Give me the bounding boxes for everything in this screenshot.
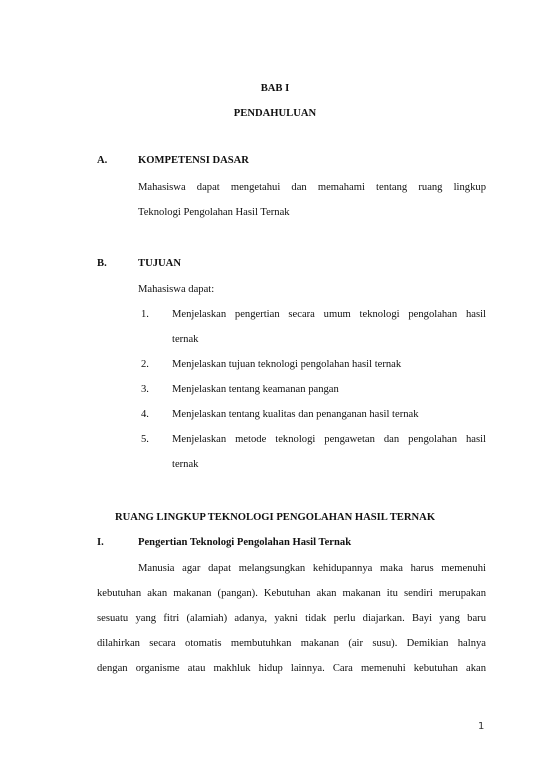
list-item-text-continued: ternak (172, 459, 199, 470)
list-item-text: Menjelaskan tentang keamanan pangan (172, 384, 339, 395)
list-item-text: Menjelaskan pengertian secara umum teknologi pengolahan hasil (172, 309, 486, 320)
main-title: RUANG LINGKUP TEKNOLOGI PENGOLAHAN HASIL TERNAK (114, 512, 436, 523)
paragraph-line: sesuatu yang fitri (alamiah) adanya, yakni tidak perlu diajarkan. Bayi yang baru (97, 613, 486, 624)
list-item-number: 5. (141, 434, 149, 445)
section-a-heading: KOMPETENSI DASAR (138, 155, 249, 166)
page-number: 1 (478, 721, 485, 732)
chapter-label: BAB I (260, 83, 290, 94)
list-item-number: 3. (141, 384, 149, 395)
paragraph-line: kebutuhan akan makanan (pangan). Kebutuhan akan makanan itu sendiri merupakan (97, 588, 486, 599)
paragraph-line: dengan organisme atau makhluk hidup lainnya. Cara memenuhi kebutuhan akan (97, 663, 486, 674)
list-item-number: 1. (141, 309, 149, 320)
subsection-heading: Pengertian Teknologi Pengolahan Hasil Ternak (138, 537, 352, 548)
list-item-number: 2. (141, 359, 149, 370)
section-a-line-1: Mahasiswa dapat mengetahui dan memahami tentang ruang lingkup (138, 182, 486, 193)
list-item-text-continued: ternak (172, 334, 199, 345)
chapter-title: PENDAHULUAN (233, 108, 317, 119)
section-b-heading: TUJUAN (138, 258, 181, 269)
paragraph-line: Manusia agar dapat melangsungkan kehidupannya maka harus memenuhi (138, 563, 486, 574)
section-a-line-2: Teknologi Pengolahan Hasil Ternak (138, 207, 290, 218)
list-item-text: Menjelaskan tujuan teknologi pengolahan hasil ternak (172, 359, 402, 370)
list-item-text: Menjelaskan metode teknologi pengawetan dan pengolahan hasil (172, 434, 486, 445)
subsection-marker: I. (97, 537, 104, 548)
list-item-number: 4. (141, 409, 149, 420)
paragraph-line: dilahirkan secara otomatis membutuhkan makanan (air susu). Demikian halnya (97, 638, 486, 649)
section-b-intro: Mahasiswa dapat: (138, 284, 215, 295)
section-b-marker: B. (97, 258, 107, 269)
list-item-text: Menjelaskan tentang kualitas dan penanganan hasil ternak (172, 409, 419, 420)
section-a-marker: A. (97, 155, 108, 166)
